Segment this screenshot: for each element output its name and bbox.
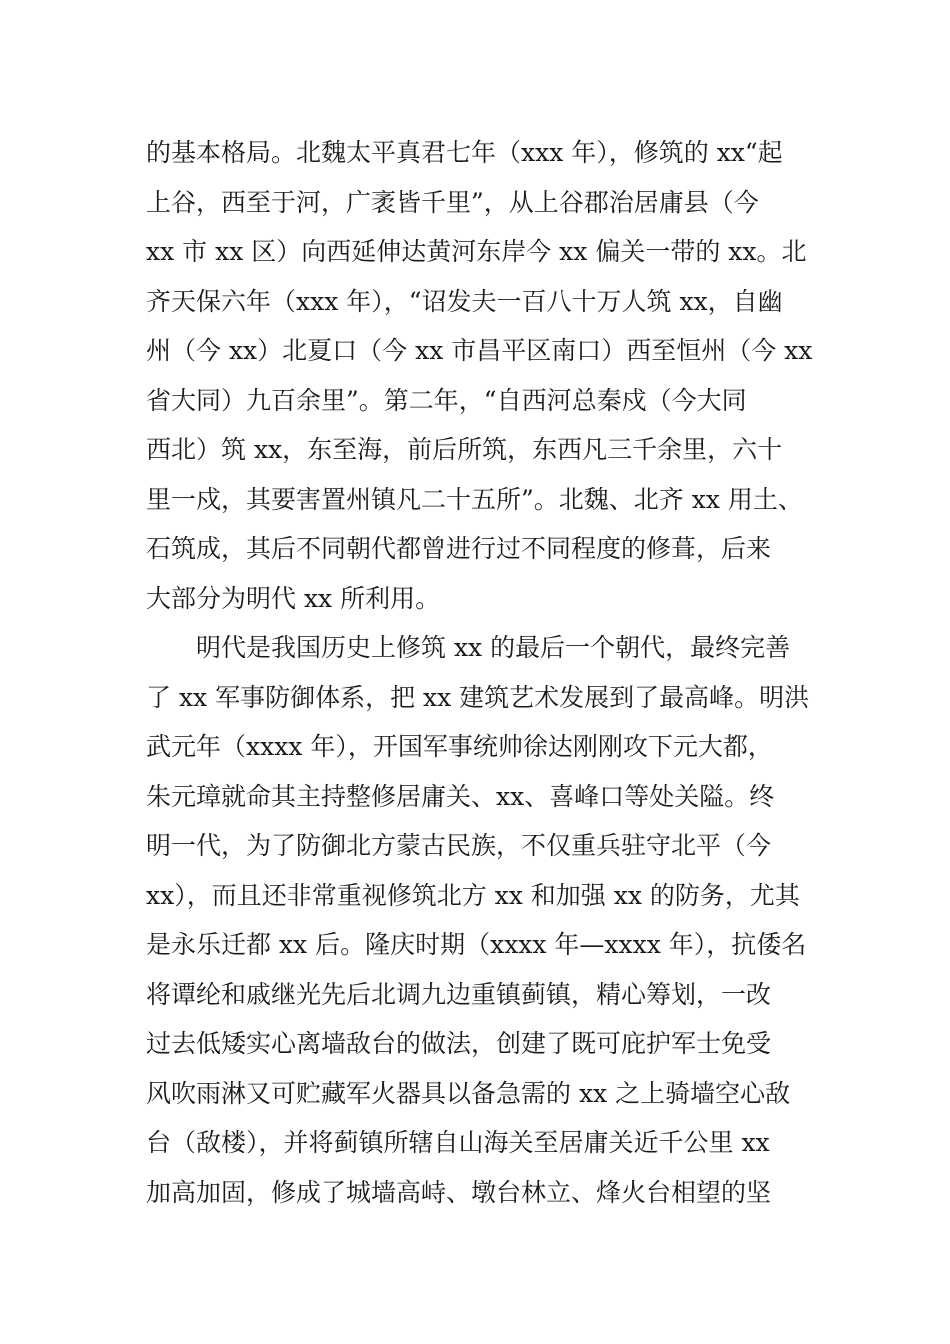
text-line: 是永乐迁都 xx 后。隆庆时期（xxxx 年—xxxx 年），抗倭名 bbox=[146, 930, 807, 959]
text-line: xx），而且还非常重视修筑北方 xx 和加强 xx 的防务，尤其 bbox=[146, 880, 800, 910]
text-line: 石筑成，其后不同朝代都曾进行过不同程度的修葺，后来 bbox=[146, 534, 772, 563]
text-line: 台（敌楼），并将蓟镇所辖自山海关至居庸关近千公里 xx bbox=[146, 1128, 770, 1157]
text-line: 省大同）九百余里”。第二年，“自西河总秦戍（今大同 bbox=[146, 385, 747, 415]
text-line: 州（今 xx）北夏口（今 xx 市昌平区南口）西至恒州（今 xx bbox=[146, 336, 813, 365]
text-line: 西北）筑 xx，东至海，前后所筑，东西凡三千余里，六十 bbox=[146, 435, 783, 464]
text-line: 明一代，为了防御北方蒙古民族，不仅重兵驻守北平（今 bbox=[146, 831, 772, 860]
text-line: 上谷，西至于河，广袤皆千里”，从上谷郡治居庸县（今 bbox=[146, 187, 759, 217]
text-line: 将谭纶和戚继光先后北调九边重镇蓟镇，精心筹划，一改 bbox=[146, 979, 772, 1009]
paragraph-2 bbox=[146, 623, 826, 1217]
text-line: 大部分为明代 xx 所利用。 bbox=[146, 583, 441, 613]
text-line: 的基本格局。北魏太平真君七年（xxx 年），修筑的 xx“起 bbox=[146, 138, 783, 167]
text-line: 朱元璋就命其主持整修居庸关、xx、喜峰口等处关隘。终 bbox=[146, 781, 775, 811]
text-line: 里一戍，其要害置州镇凡二十五所”。北魏、北齐 xx 用土、 bbox=[146, 484, 803, 514]
text-line: 了 xx 军事防御体系，把 xx 建筑艺术发展到了最高峰。明洪 bbox=[146, 682, 810, 712]
text-line: 风吹雨淋又可贮藏军火器具以备急需的 xx 之上骑墙空心敌 bbox=[146, 1078, 791, 1108]
text-line: 武元年（xxxx 年），开国军事统帅徐达刚刚攻下元大都， bbox=[146, 732, 773, 761]
text-line: 明代是我国历史上修筑 xx 的最后一个朝代，最终完善 bbox=[196, 633, 791, 662]
text-line: 齐天保六年（xxx 年），“诏发夫一百八十万人筑 xx，自幽 bbox=[146, 286, 783, 316]
text-line: 加高加固，修成了城墙高峙、墩台林立、烽火台相望的坚 bbox=[146, 1177, 772, 1207]
text-line: xx 市 xx 区）向西延伸达黄河东岸今 xx 偏关一带的 xx。北 bbox=[146, 237, 807, 266]
text-line: 过去低矮实心离墙敌台的做法，创建了既可庇护军士免受 bbox=[146, 1029, 772, 1058]
paragraph-1 bbox=[146, 128, 826, 623]
document-body bbox=[146, 128, 826, 1217]
